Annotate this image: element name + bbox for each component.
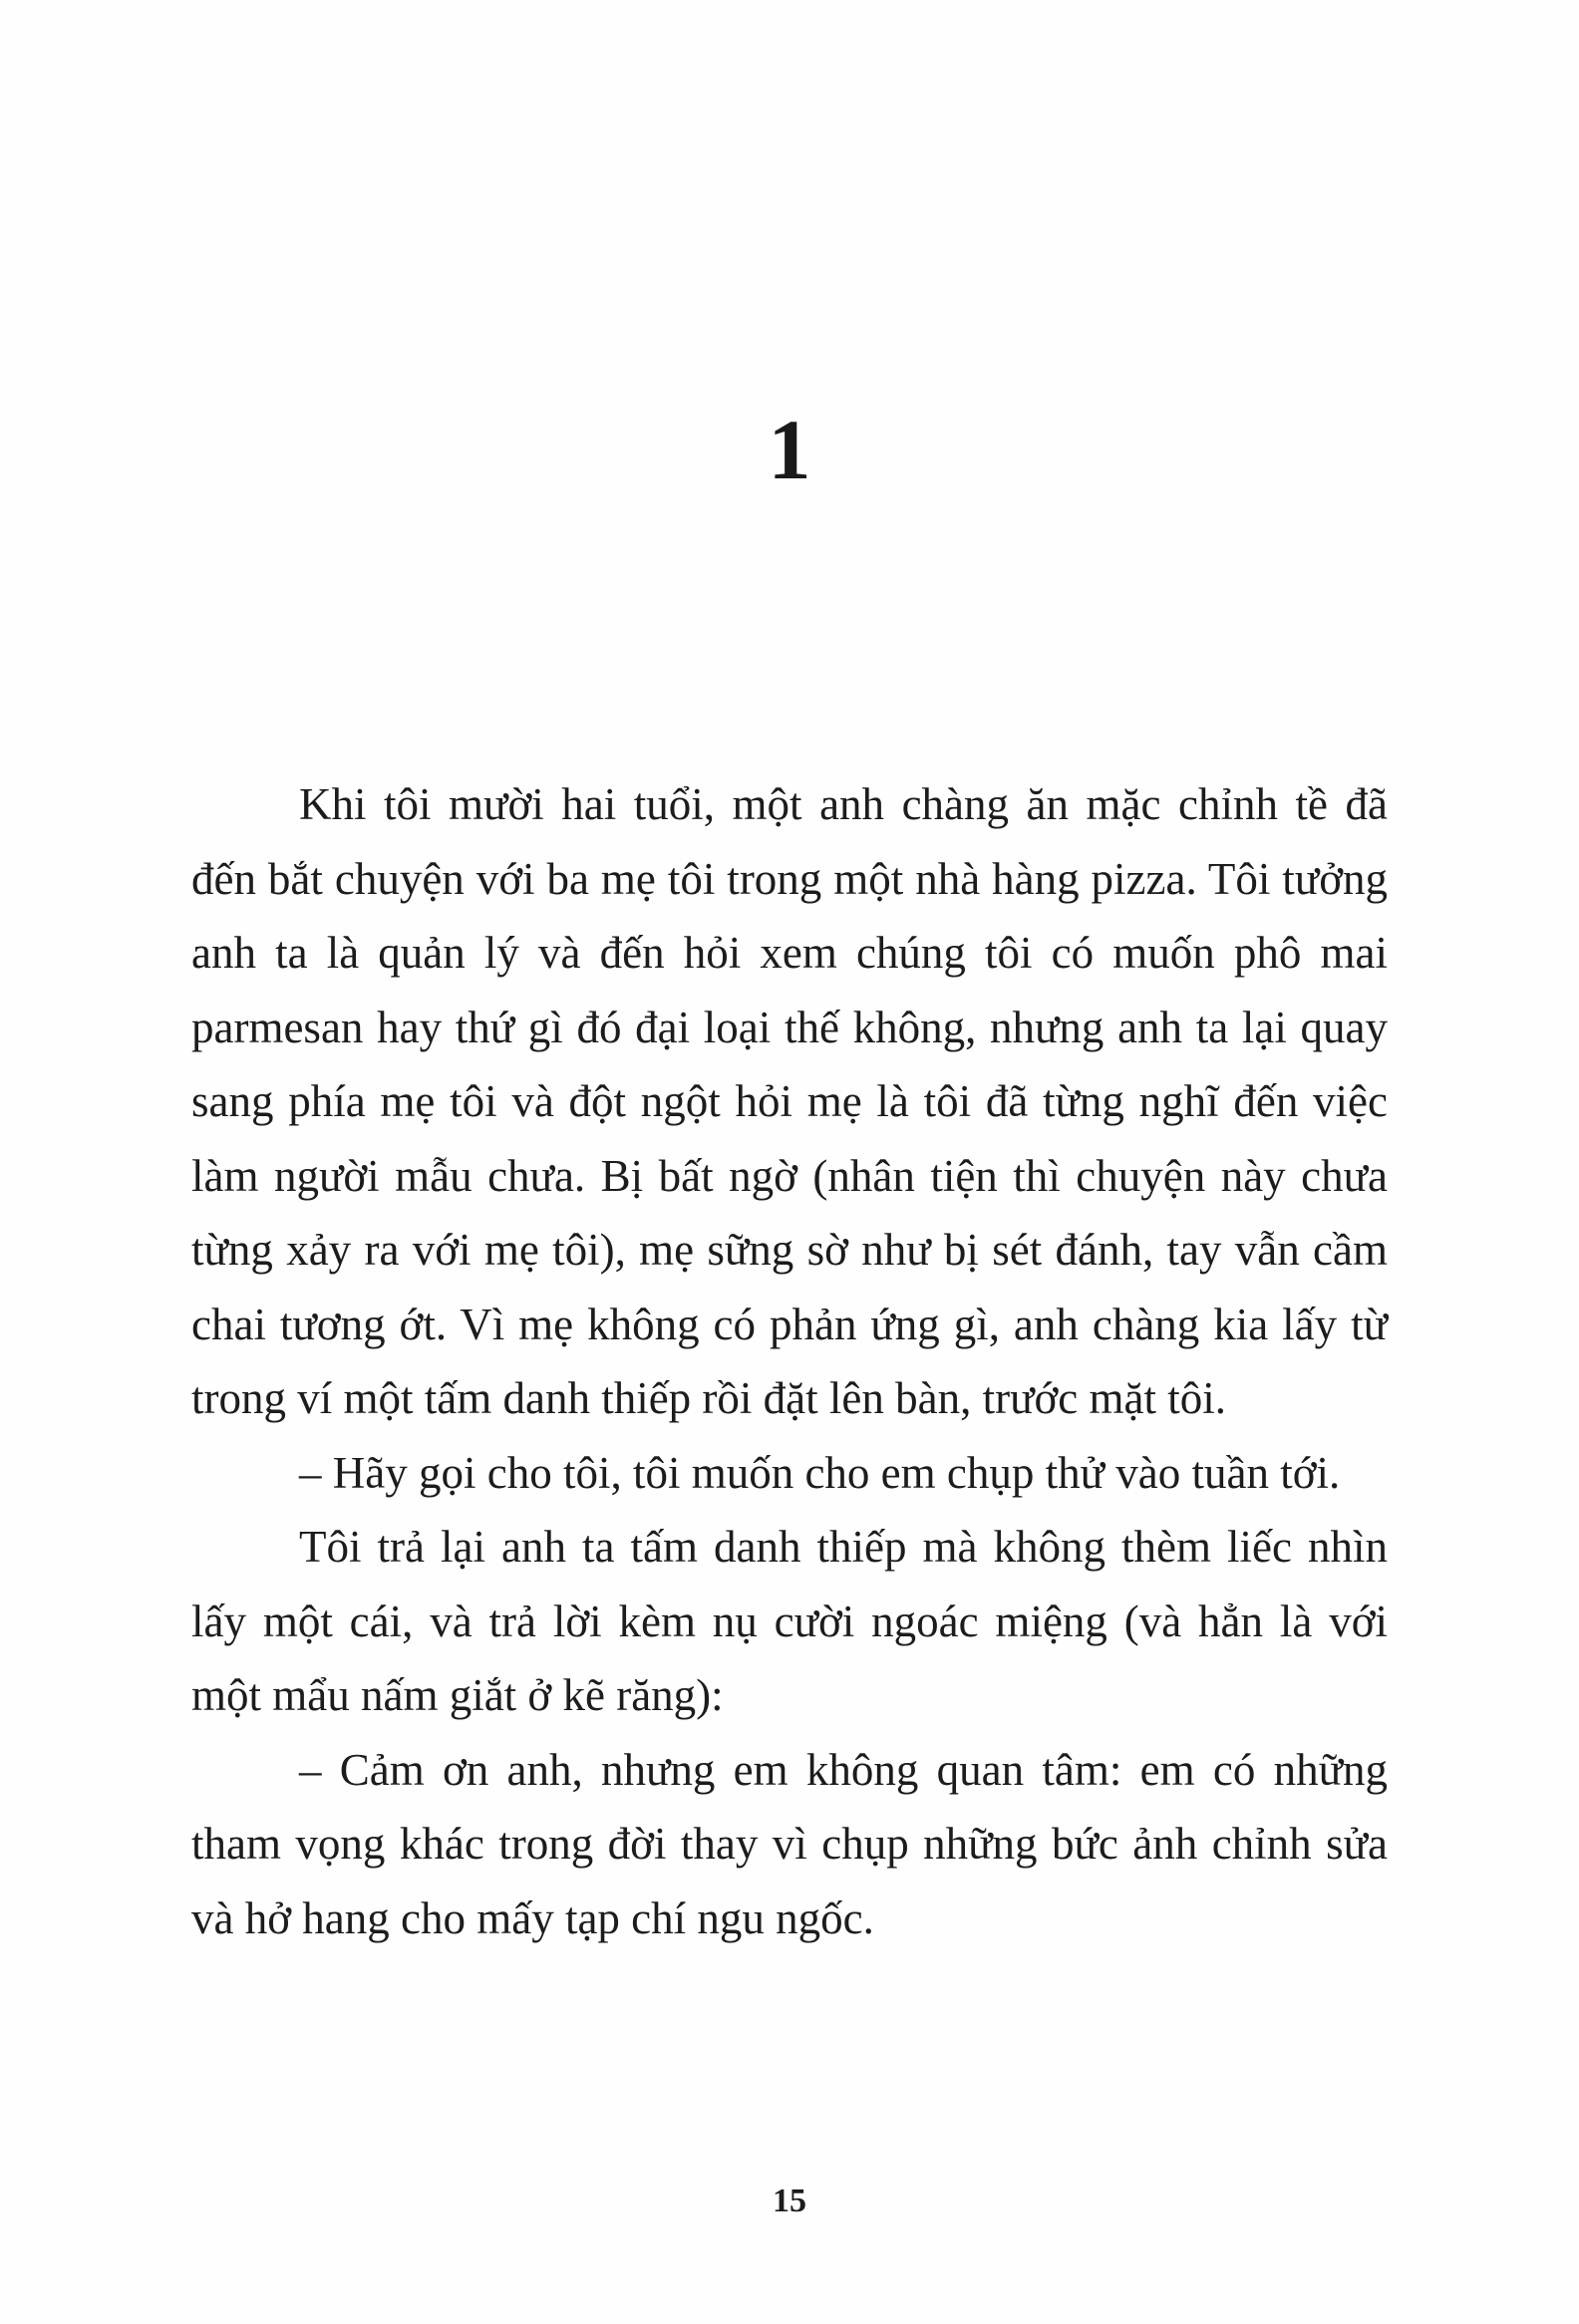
paragraph: – Hãy gọi cho tôi, tôi muốn cho em chụp thử vào tuần tới. [299, 1447, 1341, 1498]
paragraph: – Cảm ơn anh, nhưng em không quan tâm: em có những tham vọng khác trong đời thay vì chụp những bức ảnh chỉnh sửa và hở hang cho mấy tạp chí ngu ngốc. [191, 1744, 1388, 1943]
page-number: 15 [773, 2182, 806, 2219]
chapter-number: 1 [768, 402, 811, 497]
chapter-body [191, 767, 1388, 1955]
paragraph: Tôi trả lại anh ta tấm danh thiếp mà không thèm liếc nhìn lấy một cái, và trả lời kèm nụ cười ngoác miệng (và hẳn là với một mẩu nấm giắt ở kẽ răng): [191, 1522, 1388, 1720]
paragraph: Khi tôi mười hai tuổi, một anh chàng ăn mặc chỉnh tề đã đến bắt chuyện với ba mẹ tôi trong một nhà hàng pizza. Tôi tưởng anh ta là quản lý và đến hỏi xem chúng tôi có muốn phô mai parmesan hay thứ gì đó đại loại thế không, nhưng anh ta lại quay sang phía mẹ tôi và đột ngột hỏi mẹ là tôi đã từng nghĩ đến việc làm người mẫu chưa. Bị bất ngờ (nhân tiện thì chuyện này chưa từng xảy ra với mẹ tôi), mẹ sững sờ như bị sét đánh, tay vẫn cầm chai tương ớt. Vì mẹ không có phản ứng gì, anh chàng kia lấy từ trong ví một tấm danh thiếp rồi đặt lên bàn, trước mặt tôi. [191, 779, 1388, 1423]
